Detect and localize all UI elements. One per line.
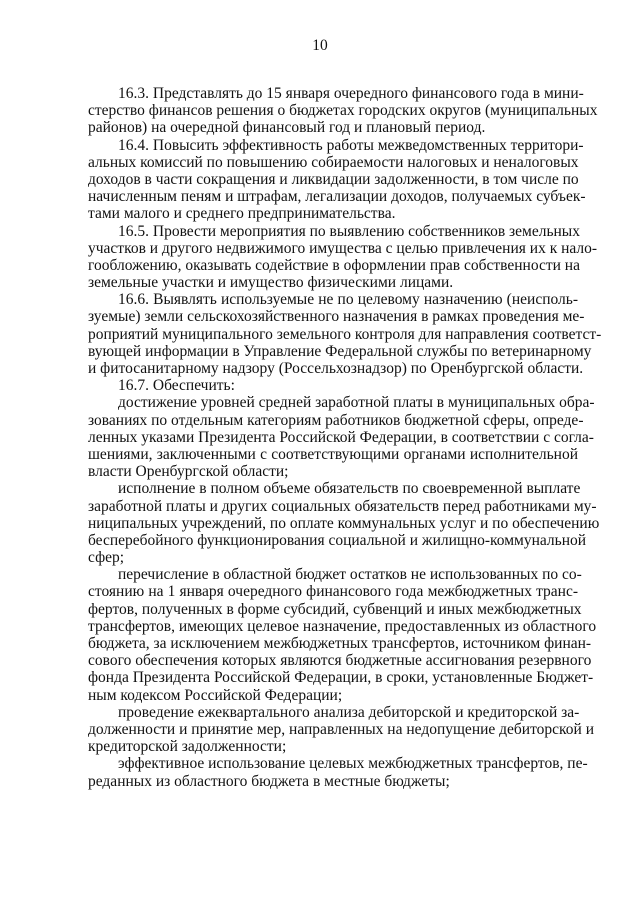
paragraph-line: зованиях по отдельным категориям работников бюджетной сферы, опреде- xyxy=(88,411,584,429)
paragraph-line: 16.4. Повысить эффективность работы межведомственных территори- xyxy=(118,136,584,154)
paragraph-line: заработной платы и других социальных обязательств перед работниками му- xyxy=(88,497,597,515)
paragraph-line: фертов, полученных в форме субсидий, субвенций и иных межбюджетных xyxy=(88,600,582,618)
paragraph-line: гообложению, оказывать содействие в оформлении прав собственности на xyxy=(88,256,580,274)
paragraph-line: альных комиссий по повышению собираемости налоговых и неналоговых xyxy=(88,153,579,171)
paragraph-line: сфер; xyxy=(88,549,125,567)
paragraph-line: перечисление в областной бюджет остатков не использованных по со- xyxy=(118,566,582,584)
paragraph xyxy=(88,394,595,481)
paragraph-line: участков и другого недвижимого имущества с целью привлечения их к нало- xyxy=(88,239,598,257)
paragraph xyxy=(88,377,578,394)
paragraph-line: бесперебойного функционирования социальной и жилищно-коммунальной xyxy=(88,531,587,549)
paragraph-line: доходов в части сокращения и ликвидации задолженности, в том числе по xyxy=(88,170,579,188)
paragraph-line: власти Оренбургской области; xyxy=(88,463,289,481)
paragraph-line: тами малого и среднего предпринимательства. xyxy=(88,205,396,223)
paragraph xyxy=(88,136,586,223)
paragraph-line: 16.5. Провести мероприятия по выявлению собственников земельных xyxy=(118,222,580,240)
paragraph-line: исполнение в полном объеме обязательств по своевременной выплате xyxy=(118,480,581,498)
paragraph-line: стерство финансов решения о бюджетах городских округов (муниципальных xyxy=(88,102,598,120)
paragraph xyxy=(88,291,602,377)
paragraph-line: начисленным пеням и штрафам, легализации доходов, получаемых субъек- xyxy=(88,188,586,206)
paragraph xyxy=(88,222,598,292)
paragraph-line: и фитосанитарному надзору (Россельхознадзор) по Оренбургской области. xyxy=(88,360,584,377)
paragraph-line: районов) на очередной финансовый год и плановый период. xyxy=(88,119,486,137)
paragraph-line: достижение уровней средней заработной платы в муниципальных обра- xyxy=(118,394,595,412)
paragraph-line: бюджета, за исключением межбюджетных трансфертов, источником финан- xyxy=(88,635,592,652)
paragraph-line: трансфертов, имеющих целевое назначение, предоставленных из областного xyxy=(88,617,597,635)
paragraph-line: земельные участки и имущество физическими лицами. xyxy=(88,274,454,292)
paragraph-line: ленных указами Президента Российской Федерации, в соответствии с согла- xyxy=(88,428,594,446)
paragraph-line: стоянию на 1 января очередного финансового года межбюджетных транс- xyxy=(88,583,578,601)
paragraph xyxy=(88,566,597,704)
page-number: 10 xyxy=(312,37,328,54)
paragraph-line: 16.6. Выявлять используемые не по целевому назначению (неисполь- xyxy=(118,291,578,309)
paragraph xyxy=(88,755,588,790)
paragraph-line: 16.3. Представлять до 15 января очередного финансового года в мини- xyxy=(118,85,584,102)
paragraph-line: ным кодексом Российской Федерации; xyxy=(88,686,343,704)
paragraph-line: 16.7. Обеспечить: xyxy=(118,377,235,395)
paragraph-line: фонда Президента Российской Федерации, в сроки, установленные Бюджет- xyxy=(88,669,594,687)
paragraph-line: долженности и принятие мер, направленных на недопущение дебиторской и xyxy=(88,720,595,738)
paragraph-line: кредиторской задолженности; xyxy=(88,738,287,756)
paragraph-line: роприятий муниципального земельного контроля для направления соответст- xyxy=(88,325,602,343)
paragraph-line: шениями, заключенными с соответствующими органами исполнительной xyxy=(88,445,578,463)
paragraph xyxy=(88,480,600,567)
paragraph xyxy=(88,85,598,137)
paragraph-line: реданных из областного бюджета в местные бюджеты; xyxy=(88,772,450,790)
paragraph-line: ниципальных учреждений, по оплате коммунальных услуг и по обеспечению xyxy=(88,514,600,532)
document-body xyxy=(88,85,602,790)
paragraph-line: вующей информации в Управление Федеральной службы по ветеринарному xyxy=(88,342,592,360)
paragraph-line: зуемые) земли сельскохозяйственного назначения в рамках проведения ме- xyxy=(88,308,585,326)
paragraph-line: сового обеспечения которых являются бюджетные ассигнования резервного xyxy=(88,652,592,670)
paragraph xyxy=(88,703,595,756)
paragraph-line: проведение ежеквартального анализа дебиторской и кредиторской за- xyxy=(118,703,580,721)
paragraph-line: эффективное использование целевых межбюджетных трансфертов, пе- xyxy=(118,755,588,773)
